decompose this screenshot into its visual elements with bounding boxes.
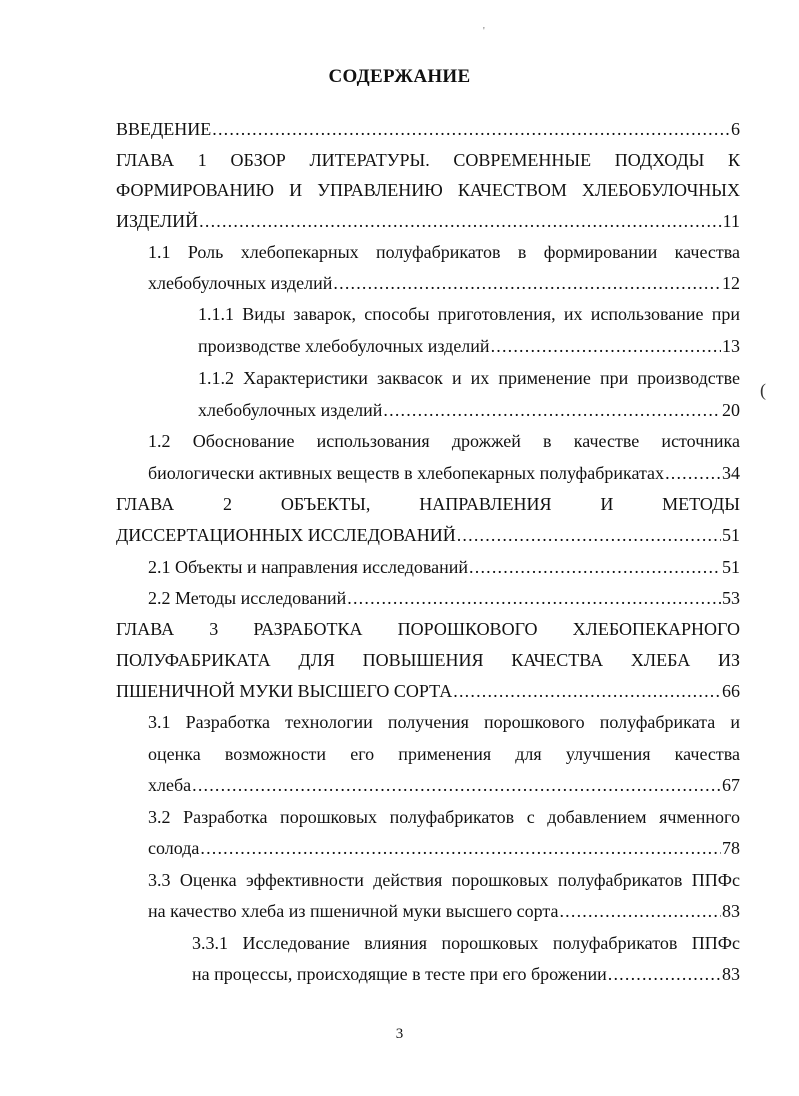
toc-page-number: 12 — [722, 273, 740, 293]
toc-entry-line: 3.3.1 Исследование влияния порошковых полуфабрикатов ППФс — [192, 933, 740, 953]
dot-leader — [453, 679, 721, 703]
toc-entry-line: оценка возможности его применения для улучшения качества — [148, 744, 740, 764]
toc-entry-line: 1.1.1 Виды заварок, способы приготовления, их использование при — [198, 304, 740, 324]
toc-entry-label: биологически активных веществ в хлебопекарных полуфабрикатах — [148, 463, 665, 483]
toc-entry-label: 2.2 Методы исследований — [148, 588, 347, 608]
toc-entry — [198, 398, 740, 422]
toc-entry-label: хлеба — [148, 775, 192, 795]
margin-bracket-mark: ( — [760, 380, 766, 400]
toc-page-number: 6 — [731, 119, 740, 139]
toc-entry-label: ИЗДЕЛИЙ — [116, 211, 199, 231]
toc-entry — [148, 899, 740, 923]
toc-page-number: 83 — [722, 901, 740, 921]
toc-entry-label: ДИССЕРТАЦИОННЫХ ИССЛЕДОВАНИЙ — [116, 525, 456, 545]
toc-entry-line: 3.3 Оценка эффективности действия порошковых полуфабрикатов ППФс — [148, 870, 740, 890]
toc-page-number: 78 — [722, 838, 740, 858]
toc-page-number: 66 — [722, 681, 740, 701]
toc-entry — [148, 773, 740, 797]
toc-entry-line: ФОРМИРОВАНИЮ И УПРАВЛЕНИЮ КАЧЕСТВОМ ХЛЕБОБУЛОЧНЫХ — [116, 180, 740, 200]
scan-speck: ' — [483, 26, 485, 37]
dot-leader — [333, 271, 721, 295]
toc-entry-label: на качество хлеба из пшеничной муки высшего сорта — [148, 901, 559, 921]
toc-entry — [148, 461, 740, 485]
toc-entry-line: 3.1 Разработка технологии получения порошкового полуфабриката и — [148, 712, 740, 732]
toc-entry-label: ВВЕДЕНИЕ — [116, 119, 212, 139]
toc-entry — [116, 679, 740, 703]
dot-leader — [665, 461, 721, 485]
dot-leader — [491, 334, 721, 358]
toc-entry — [116, 523, 740, 547]
dot-leader — [212, 117, 730, 141]
toc-entry-label: ПШЕНИЧНОЙ МУКИ ВЫСШЕГО СОРТА — [116, 681, 453, 701]
dot-leader — [559, 899, 721, 923]
toc-entry-label: на процессы, происходящие в тесте при его брожении — [192, 964, 607, 984]
toc-page-number: 13 — [722, 336, 740, 356]
toc-page-number: 51 — [722, 557, 740, 577]
dot-leader — [383, 398, 721, 422]
toc-entry — [198, 334, 740, 358]
toc-entry-line: 1.1.2 Характеристики заквасок и их применение при производстве — [198, 368, 740, 388]
toc-entry-label: солода — [148, 838, 200, 858]
toc-entry-label: 2.1 Объекты и направления исследований — [148, 557, 469, 577]
toc-entry-label: хлебобулочных изделий — [198, 400, 383, 420]
toc-entry-line: ГЛАВА 3 РАЗРАБОТКА ПОРОШКОВОГО ХЛЕБОПЕКАРНОГО — [116, 619, 740, 639]
page-number: 3 — [395, 1026, 404, 1042]
toc-entry — [192, 962, 740, 986]
toc-entry — [148, 271, 740, 295]
toc-entry-line: 3.2 Разработка порошковых полуфабрикатов с добавлением ячменного — [148, 807, 740, 827]
toc-entry-label: производстве хлебобулочных изделий — [198, 336, 490, 356]
toc-entry-label: хлебобулочных изделий — [148, 273, 333, 293]
dot-leader — [199, 209, 721, 233]
toc-entry-line: ГЛАВА 1 ОБЗОР ЛИТЕРАТУРЫ. СОВРЕМЕННЫЕ ПОДХОДЫ К — [116, 150, 740, 170]
dot-leader — [469, 555, 721, 579]
toc-page-number: 34 — [722, 463, 740, 483]
toc-entry-line: ПОЛУФАБРИКАТА ДЛЯ ПОВЫШЕНИЯ КАЧЕСТВА ХЛЕБА ИЗ — [116, 650, 740, 670]
page-title: СОДЕРЖАНИЕ — [328, 66, 471, 87]
dot-leader — [457, 523, 721, 547]
dot-leader — [347, 586, 721, 610]
toc-page-number: 67 — [722, 775, 740, 795]
toc-entry — [116, 117, 740, 141]
toc-entry — [148, 586, 740, 610]
dot-leader — [192, 773, 721, 797]
toc-entry-line: ГЛАВА 2 ОБЪЕКТЫ, НАПРАВЛЕНИЯ И МЕТОДЫ — [116, 494, 740, 514]
toc-page-number: 11 — [722, 211, 740, 231]
toc-page-number: 20 — [722, 400, 740, 420]
toc-entry-line: 1.2 Обоснование использования дрожжей в качестве источника — [148, 431, 740, 451]
toc-entry — [148, 836, 740, 860]
toc-page-number: 83 — [722, 964, 740, 984]
dot-leader — [200, 836, 721, 860]
toc-page-number: 53 — [722, 588, 740, 608]
toc-entry-line: 1.1 Роль хлебопекарных полуфабрикатов в формировании качества — [148, 242, 740, 262]
dot-leader — [608, 962, 721, 986]
toc-entry — [148, 555, 740, 579]
toc-entry — [116, 209, 740, 233]
toc-page-number: 51 — [722, 525, 740, 545]
